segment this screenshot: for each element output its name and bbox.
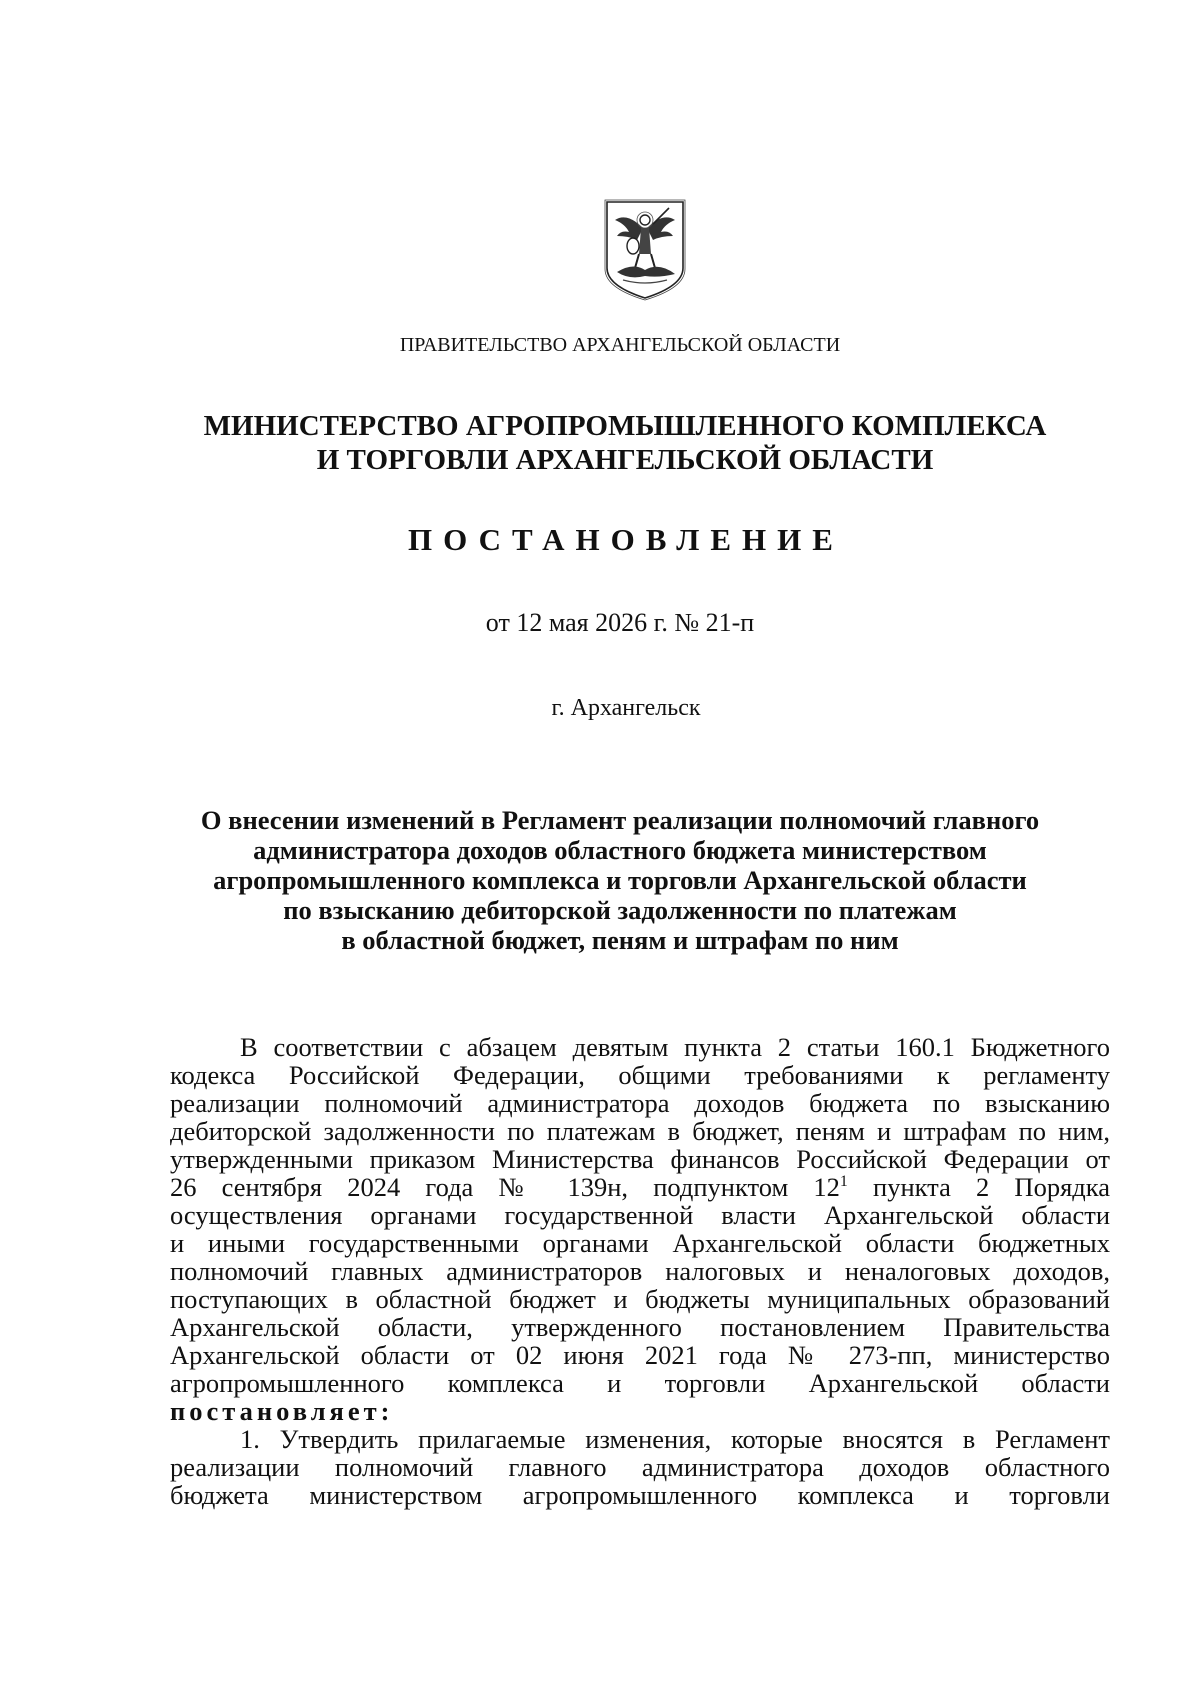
subject-line: по взысканию дебиторской задолженности по платежам (283, 895, 957, 925)
coat-of-arms-icon (603, 198, 687, 302)
body-line: реализации полномочий администратора доходов бюджета по взысканию (170, 1088, 1110, 1118)
body-line: поступающих в областной бюджет и бюджеты муниципальных образований (170, 1284, 1110, 1314)
body-line: 1. Утвердить прилагаемые изменения, которые вносятся в Регламент (240, 1424, 1110, 1454)
subject-line: в областной бюджет, пеням и штрафам по ним (341, 925, 899, 955)
body-line: полномочий главных администраторов налоговых и неналоговых доходов, (170, 1256, 1110, 1286)
body-line: реализации полномочий главного администратора доходов областного (170, 1452, 1110, 1482)
subject-line: агропромышленного комплекса и торговли Архангельской области (213, 865, 1027, 895)
body-line: Архангельской области, утвержденного постановлением Правительства (170, 1312, 1110, 1342)
government-name: ПРАВИТЕЛЬСТВО АРХАНГЕЛЬСКОЙ ОБЛАСТИ (399, 334, 841, 356)
body-line-decree: постановляет: (170, 1396, 394, 1426)
superscript: 1 (839, 1173, 848, 1191)
document-type: ПОСТАНОВЛЕНИЕ (408, 522, 844, 557)
document-date-number: от 12 мая 2026 г. № 21-п (485, 608, 755, 637)
body-line: утвержденными приказом Министерства финансов Российской Федерации от (170, 1144, 1110, 1174)
ministry-name-line-2: И ТОРГОВЛИ АРХАНГЕЛЬСКОЙ ОБЛАСТИ (316, 444, 934, 476)
document-city: г. Архангельск (551, 695, 701, 721)
subject-line: О внесении изменений в Регламент реализации полномочий главного (200, 805, 1040, 835)
body-line: бюджета министерством агропромышленного комплекса и торговли (170, 1480, 1110, 1510)
body-line: осуществления органами государственной власти Архангельской области (170, 1200, 1110, 1230)
body-line: дебиторской задолженности по платежам в бюджет, пеням и штрафам по ним, (170, 1116, 1110, 1146)
subject-line: администратора доходов областного бюджета министерством (253, 835, 987, 865)
body-line: В соответствии с абзацем девятым пункта 2 статьи 160.1 Бюджетного (240, 1032, 1110, 1062)
ministry-name-line-1: МИНИСТЕРСТВО АГРОПРОМЫШЛЕННОГО КОМПЛЕКСА (203, 410, 1047, 442)
body-text: пункта 2 Порядка (847, 1172, 1110, 1202)
body-line: Архангельской области от 02 июня 2021 года № 273-пп, министерство (170, 1340, 1110, 1370)
body-text: 26 сентября 2024 года № 139н, подпунктом 12 (170, 1172, 840, 1202)
body-line (170, 1173, 1110, 1201)
body-line: и иными государственными органами Архангельской области бюджетных (170, 1228, 1110, 1258)
body-line: агропромышленного комплекса и торговли Архангельской области (170, 1368, 1110, 1398)
body-line: кодекса Российской Федерации, общими требованиями к регламенту (170, 1060, 1110, 1090)
